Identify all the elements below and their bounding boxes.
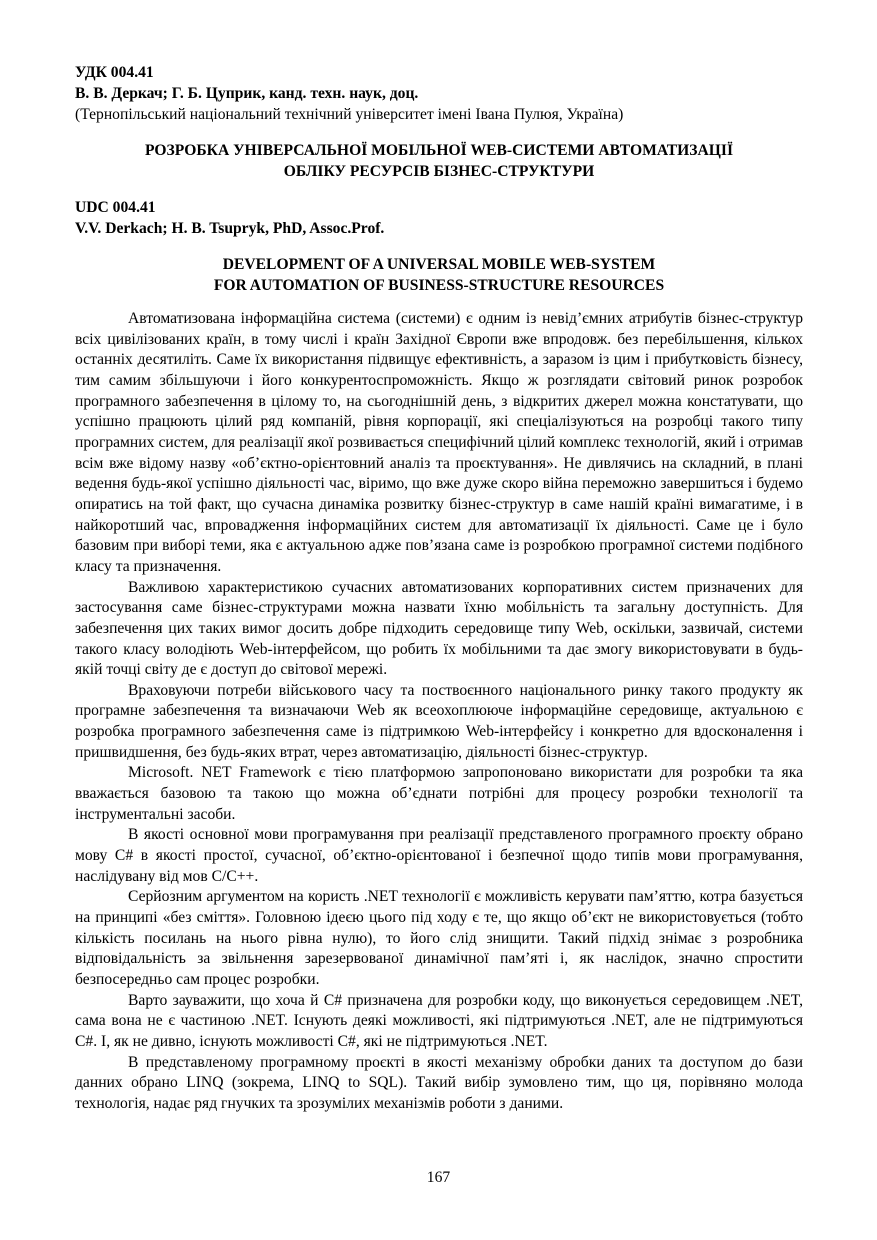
- udc-ua: УДК 004.41: [75, 64, 154, 81]
- authors-ua: В. В. Деркач; Г. Б. Цуприк, канд. техн. наук, доц.: [75, 85, 419, 102]
- body-paragraph: Автоматизована інформаційна система (системи) є одним із невід’ємних атрибутів бізнес-структур всіх цивілізованих країн, в тому числі і країн Західної Європи вже впродовж. без перебільшення, кількох останніх десятиліть. Саме їх використання підвищує ефективність, а заразом із цим і прибутковість бізнесу, тим самим збільшуючи і його конкурентоспроможність. Якщо ж розглядати світовий ринок розробок програмного забезпечення в цілому то, на сьогоднішній день, з відкритих джерел можна констатувати, що успішно працюють цілий ряд компаній, рівня корпорації, які спеціалізуються на розробці такого типу програмних систем, для реалізації якої розвивається специфічний цілий комплекс технологій, який і отримав всім вже відому назву «об’єктно-орієнтовний аналіз та проєктування». Не дивлячись на складний, в плані ведення будь-якої успішно діяльності час, віримо, що вже дуже скоро війна переможно завершиться і будемо опиратись на той факт, що сучасна динаміка розвитку бізнес-структур в саме нашій країні вимагатиме, і в найкоротший час, впровадження інформаційних систем для автоматизації їх діяльності. Саме це і було базовим при виборі теми, яка є актуальною адже пов’язана саме із розробкою програмної системи подібного класу та призначення.: [75, 310, 803, 575]
- authors-en: V.V. Derkach; H. B. Tsupryk, PhD, Assoc.Prof.: [75, 220, 385, 237]
- title-en-line-2: FOR AUTOMATION OF BUSINESS-STRUCTURE RESOURCES: [213, 277, 665, 294]
- title-ua-line-2: ОБЛІКУ РЕСУРСІВ БІЗНЕС-СТРУКТУРИ: [283, 163, 595, 180]
- article-page: [75, 62, 803, 1115]
- udc-en: UDC 004.41: [75, 199, 156, 216]
- article-body: [75, 309, 803, 1115]
- body-paragraph: Варто зауважити, що хоча й C# призначена для розробки коду, що виконується середовищем .NET, сама вона не є частиною .NET. Існують деякі можливості, які підтримуються .NET, але не підтримуються C#. І, як не дивно, існують можливості C#, які не підтримуються .NET.: [75, 991, 803, 1050]
- body-paragraph: В представленому програмному проєкті в якості механізму обробки даних та доступом до бази данних обрано LINQ (зокрема, LINQ to SQL). Такий вибір зумовлено тим, що ця, порівняно молода технологія, надає ряд гнучких та зрозумілих механізмів роботи з даними.: [75, 1053, 803, 1112]
- body-paragraph: Серйозним аргументом на користь .NET технології є можливість керувати пам’яттю, котра базується на принципі «без сміття». Головною ідеєю цього під ходу є те, що якщо об’єкт не використовується (тобто кількість посилань на нього рівна нулю), то його слід знищити. Такий підхід знімає з розробника відповідальність за звільнення зарезервованої динамічної пам’яті і, як наслідок, значно спростити безпосередньо сам процес розробки.: [75, 888, 803, 988]
- affiliation-ua: (Тернопільський національний технічний університет імені Івана Пулюя, Україна): [75, 106, 624, 123]
- title-en-line-1: DEVELOPMENT OF A UNIVERSAL MOBILE WEB-SYSTEM: [222, 256, 656, 273]
- title-ua-line-1: РОЗРОБКА УНІВЕРСАЛЬНОЇ МОБІЛЬНОЇ WEB-СИСТЕМИ АВТОМАТИЗАЦІЇ: [144, 142, 734, 159]
- body-paragraph: Важливою характеристикою сучасних автоматизованих корпоративних систем призначених для застосування саме бізнес-структурами можна назвати їхню мобільність та загальну доступність. Для забезпечення цих таких вимог досить добре підходить середовище типу Web, оскільки, зазвичай, системи такого класу володіють Web-інтерфейсом, що робить їх мобільними та дає змогу використовувати в будь-якій точці світу де є доступ до світової мережі.: [75, 578, 803, 679]
- page-number: 167: [426, 1169, 451, 1186]
- body-paragraph: Microsoft. NET Framework є тією платформою запропоновано використати для розробки та яка вважається базовою та такою що можна об’єднати потрібні для процесу розробки технології та інструментальні засоби.: [75, 764, 803, 823]
- body-paragraph: В якості основної мови програмування при реалізації представленого програмного проєкту обрано мову C# в якості простої, сучасної, об’єктно-орієнтованої і безпечної щодо типів мови програмування, наслідувану від мов C/C++.: [75, 826, 803, 885]
- body-paragraph: Враховуючи потреби військового часу та поствоєнного національного ринку такого продукту як програмне забезпечення та визначаючи Web як всеохоплюючe інформаційне середовище, актуальною є розробка програмного забезпечення саме із підтримкою Web-інтерфейсу і конкретно для вдосконалення і пришвидшення, без будь-яких втрат, через автоматизацію, діяльності бізнес-структур.: [75, 681, 803, 761]
